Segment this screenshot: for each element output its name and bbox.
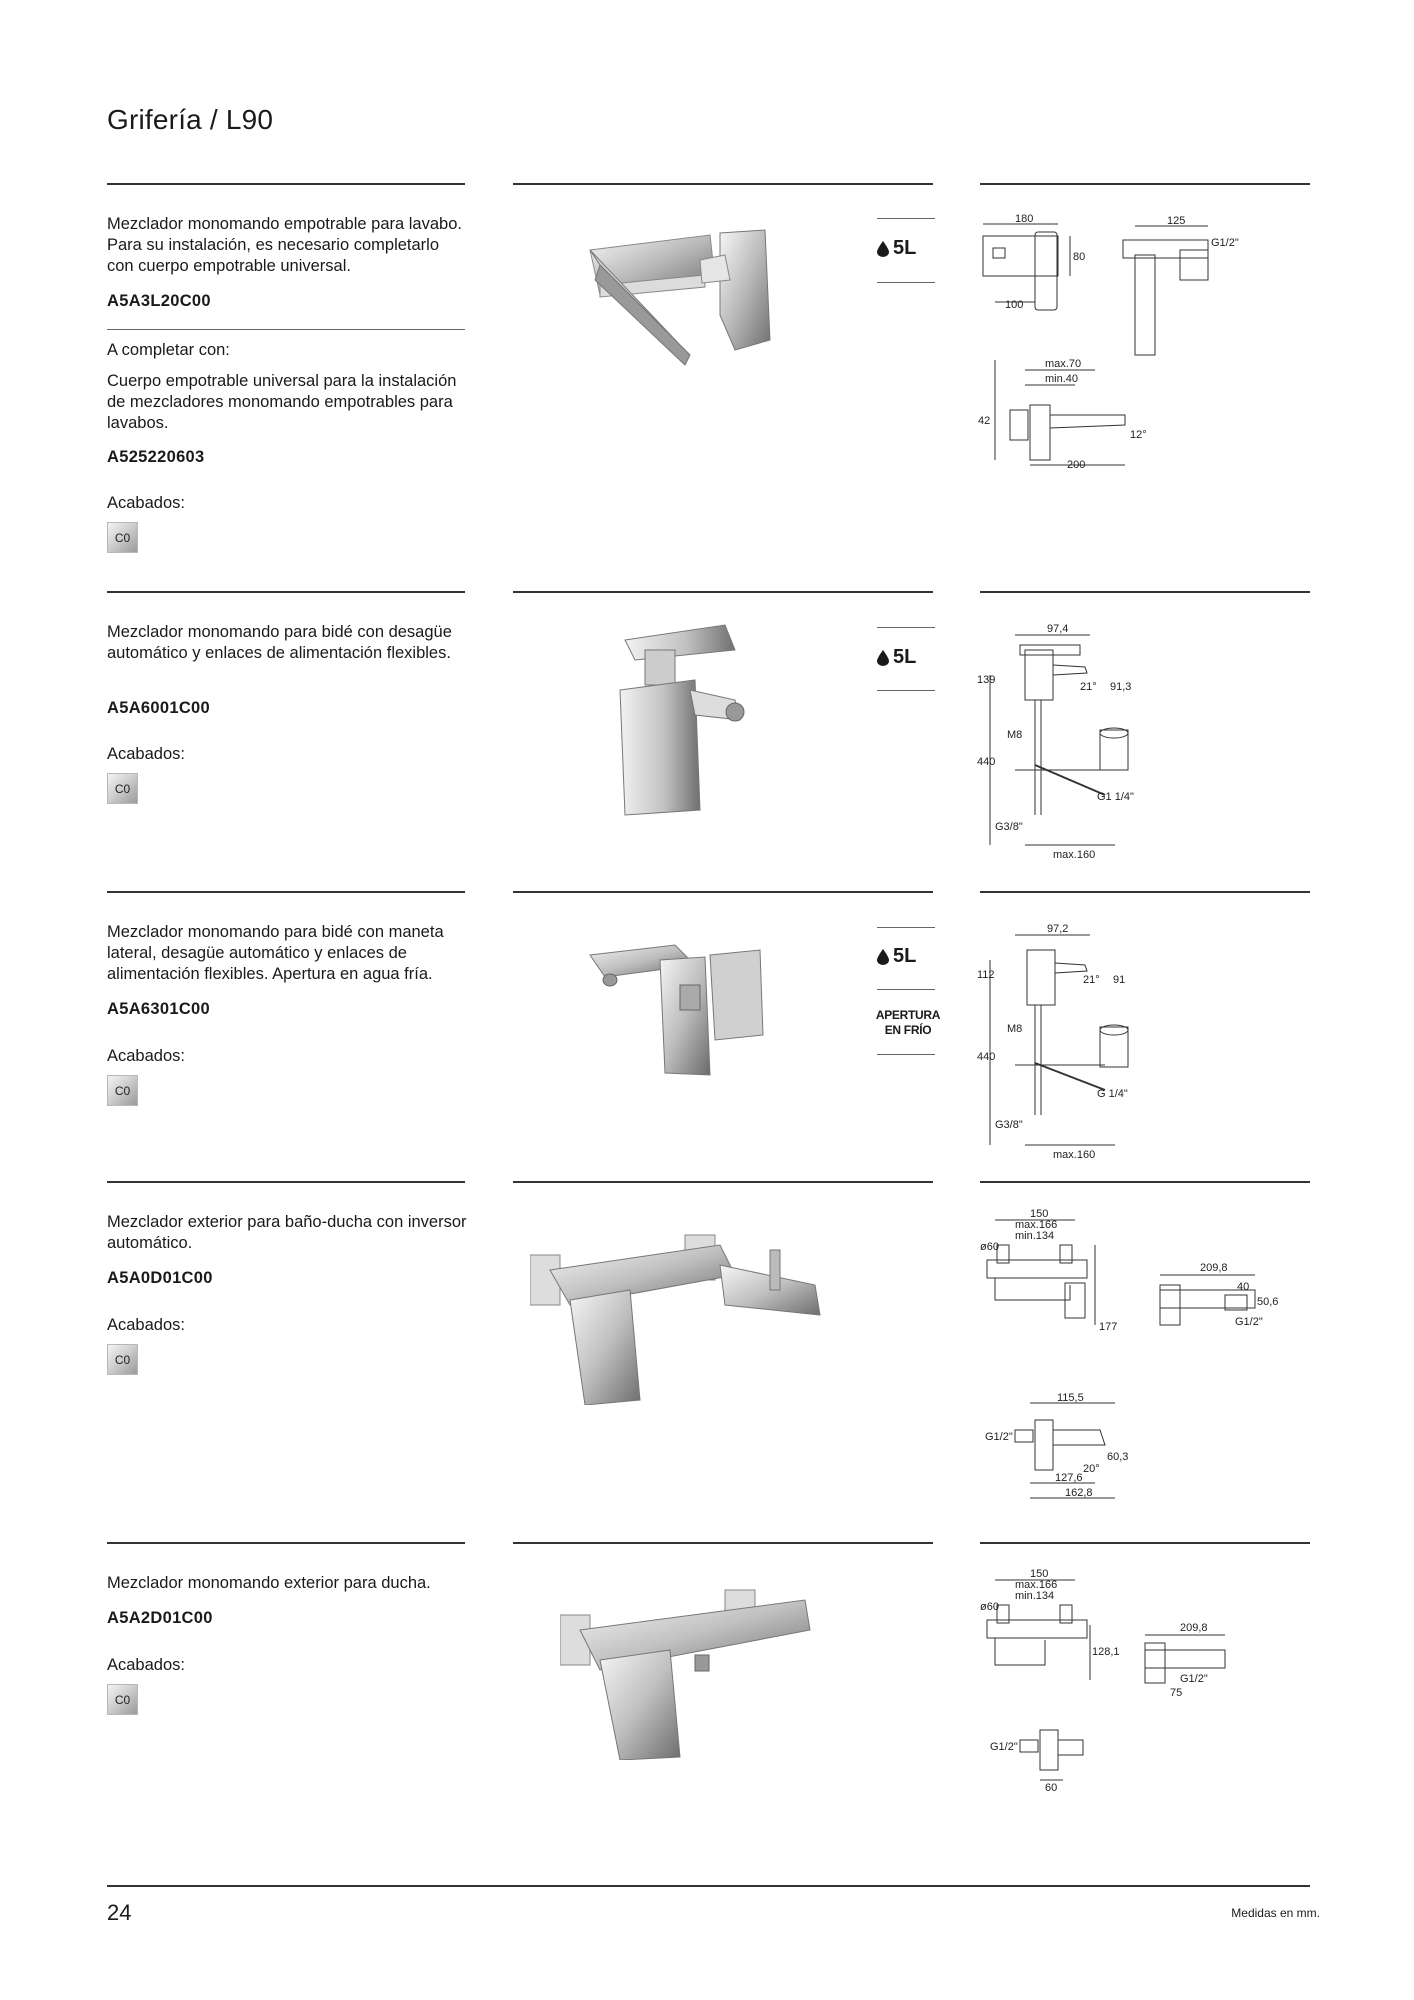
finishes-label: Acabados: — [107, 745, 185, 763]
divider — [513, 183, 933, 185]
flow-value: 5L — [893, 945, 917, 967]
divider — [877, 282, 935, 283]
dim-label: 50,6 — [1257, 1296, 1279, 1308]
divider — [513, 891, 933, 893]
divider — [877, 989, 935, 990]
shower-mixer-image — [560, 1585, 820, 1760]
water-drop-icon — [877, 949, 889, 965]
divider — [877, 627, 935, 628]
finishes-label: Acabados: — [107, 1656, 185, 1674]
divider — [980, 891, 1310, 893]
dim-label: 209,8 — [1200, 1262, 1228, 1274]
dim-label: 128,1 — [1092, 1646, 1120, 1658]
dim-label: max.166 — [1015, 1579, 1058, 1591]
dim-label: G 1/4" — [1097, 1088, 1128, 1100]
dim-label: G1/2" — [1180, 1673, 1208, 1685]
divider — [877, 218, 935, 219]
dim-label: 40 — [1237, 1281, 1250, 1293]
finishes-label: Acabados: — [107, 494, 185, 512]
bidet-mixer-image — [595, 620, 775, 820]
dim-label: 440 — [977, 756, 996, 768]
water-drop-icon — [877, 241, 889, 257]
dim-label: max.166 — [1015, 1219, 1058, 1231]
dim-label: 162,8 — [1065, 1487, 1093, 1499]
complement-description: Cuerpo empotrable universal para la instalación de mezcladores monomando empotrables para lavabos. — [107, 372, 457, 432]
divider — [980, 591, 1310, 593]
dim-label: G1/2" — [985, 1431, 1013, 1443]
dim-label: 21° — [1080, 681, 1097, 693]
product-description: Mezclador monomando para bidé con desagüe automático y enlaces de alimentación flexibles. — [107, 623, 452, 662]
wall-basin-mixer-image — [580, 225, 780, 385]
dim-label: 150 — [1030, 1568, 1049, 1580]
dim-label: 91,3 — [1110, 681, 1132, 693]
flow-rate — [877, 945, 916, 968]
technical-drawing — [975, 915, 1315, 1165]
dim-label: G1/2" — [1211, 237, 1239, 249]
dim-label: 97,4 — [1047, 623, 1069, 635]
product-code: A5A6301C00 — [107, 1000, 210, 1018]
flow-rate — [877, 646, 916, 669]
flow-rate — [877, 237, 916, 260]
divider — [513, 1542, 933, 1544]
dim-label: 209,8 — [1180, 1622, 1208, 1634]
dim-label: 42 — [978, 415, 991, 427]
page-title: Grifería / L90 — [107, 104, 274, 135]
dim-label: max.70 — [1045, 358, 1082, 370]
divider — [980, 1542, 1310, 1544]
dim-label: 20° — [1083, 1463, 1100, 1475]
dim-label: 60 — [1045, 1782, 1058, 1794]
dim-label: max.160 — [1053, 1149, 1096, 1161]
divider — [107, 1181, 465, 1183]
product-code: A5A6001C00 — [107, 699, 210, 717]
dim-label: 115,5 — [1057, 1392, 1084, 1404]
dim-label: 200 — [1067, 459, 1086, 471]
product-code: A5A0D01C00 — [107, 1269, 213, 1287]
dim-label: 440 — [977, 1051, 996, 1063]
dim-label: 180 — [1015, 213, 1034, 225]
divider — [877, 690, 935, 691]
dim-label: G1/2" — [1235, 1316, 1263, 1328]
dim-label: G1 1/4" — [1097, 791, 1134, 803]
dim-label: 75 — [1170, 1687, 1183, 1699]
divider — [107, 1542, 465, 1544]
water-drop-icon — [877, 650, 889, 666]
dim-label: 139 — [977, 674, 996, 686]
divider — [980, 1181, 1310, 1183]
technical-drawing — [975, 210, 1315, 490]
cold-badge-line-2: EN FRÍO — [884, 1023, 932, 1037]
finishes-label: Acabados: — [107, 1047, 185, 1065]
dim-label: G3/8" — [995, 1119, 1023, 1131]
divider — [107, 891, 465, 893]
bath-shower-mixer-image — [530, 1230, 840, 1405]
dim-label: 91 — [1113, 974, 1126, 986]
page-number: 24 — [107, 1900, 132, 1925]
product-code: A5A2D01C00 — [107, 1609, 213, 1627]
divider — [980, 183, 1310, 185]
finish-swatch: C0 — [107, 522, 138, 553]
complement-label: A completar con: — [107, 341, 230, 359]
finish-swatch: C0 — [107, 773, 138, 804]
technical-drawing — [975, 1205, 1315, 1515]
dim-label: min.134 — [1015, 1590, 1055, 1602]
finishes-label: Acabados: — [107, 1316, 185, 1334]
dim-label: min.134 — [1015, 1230, 1055, 1242]
divider — [107, 591, 465, 593]
finish-swatch: C0 — [107, 1344, 138, 1375]
flow-value: 5L — [893, 237, 917, 259]
dim-label: ø60 — [980, 1601, 999, 1613]
dim-label: M8 — [1007, 729, 1023, 741]
dim-label: 80 — [1073, 251, 1086, 263]
product-description: Mezclador exterior para baño-ducha con inversor automático. — [107, 1213, 467, 1252]
footer-divider — [107, 1885, 1310, 1887]
divider — [107, 183, 465, 185]
divider — [513, 591, 933, 593]
dim-label: 100 — [1005, 299, 1024, 311]
dim-label: 125 — [1167, 215, 1186, 227]
dim-label: 177 — [1099, 1321, 1118, 1333]
divider — [513, 1181, 933, 1183]
cold-badge-line-1: APERTURA — [875, 1008, 941, 1022]
product-description: Mezclador monomando exterior para ducha. — [107, 1574, 431, 1592]
dim-label: 112 — [977, 969, 995, 981]
finish-swatch: C0 — [107, 1075, 138, 1106]
dim-label: M8 — [1007, 1023, 1023, 1035]
dim-label: 150 — [1030, 1208, 1049, 1220]
dim-label: 127,6 — [1055, 1472, 1083, 1484]
dim-label: G1/2" — [990, 1741, 1018, 1753]
product-code: A5A3L20C00 — [107, 292, 211, 310]
technical-drawing — [975, 1565, 1315, 1795]
dim-label: 21° — [1083, 974, 1100, 986]
dim-label: 60,3 — [1107, 1451, 1129, 1463]
divider — [877, 927, 935, 928]
dim-label: 97,2 — [1047, 923, 1069, 935]
finish-swatch: C0 — [107, 1684, 138, 1715]
dim-label: 12° — [1130, 429, 1147, 441]
divider — [107, 329, 465, 330]
technical-drawing — [975, 615, 1315, 865]
complement-code: A525220603 — [107, 448, 205, 466]
bidet-mixer-side-lever-image — [585, 925, 775, 1080]
dim-label: max.160 — [1053, 849, 1096, 861]
dim-label: min.40 — [1045, 373, 1079, 385]
divider — [877, 1054, 935, 1055]
product-description: Mezclador monomando para bidé con maneta lateral, desagüe automático y enlaces de alimentación flexibles. Apertura en agua fría. — [107, 923, 444, 983]
product-description: Mezclador monomando empotrable para lavabo. Para su instalación, es necesario completarlo con cuerpo empotrable universal. — [107, 215, 462, 275]
flow-value: 5L — [893, 646, 917, 668]
cold-opening-badge — [870, 1008, 946, 1038]
units-footnote: Medidas en mm. — [1231, 1906, 1320, 1920]
dim-label: ø60 — [980, 1241, 999, 1253]
dim-label: G3/8" — [995, 821, 1023, 833]
